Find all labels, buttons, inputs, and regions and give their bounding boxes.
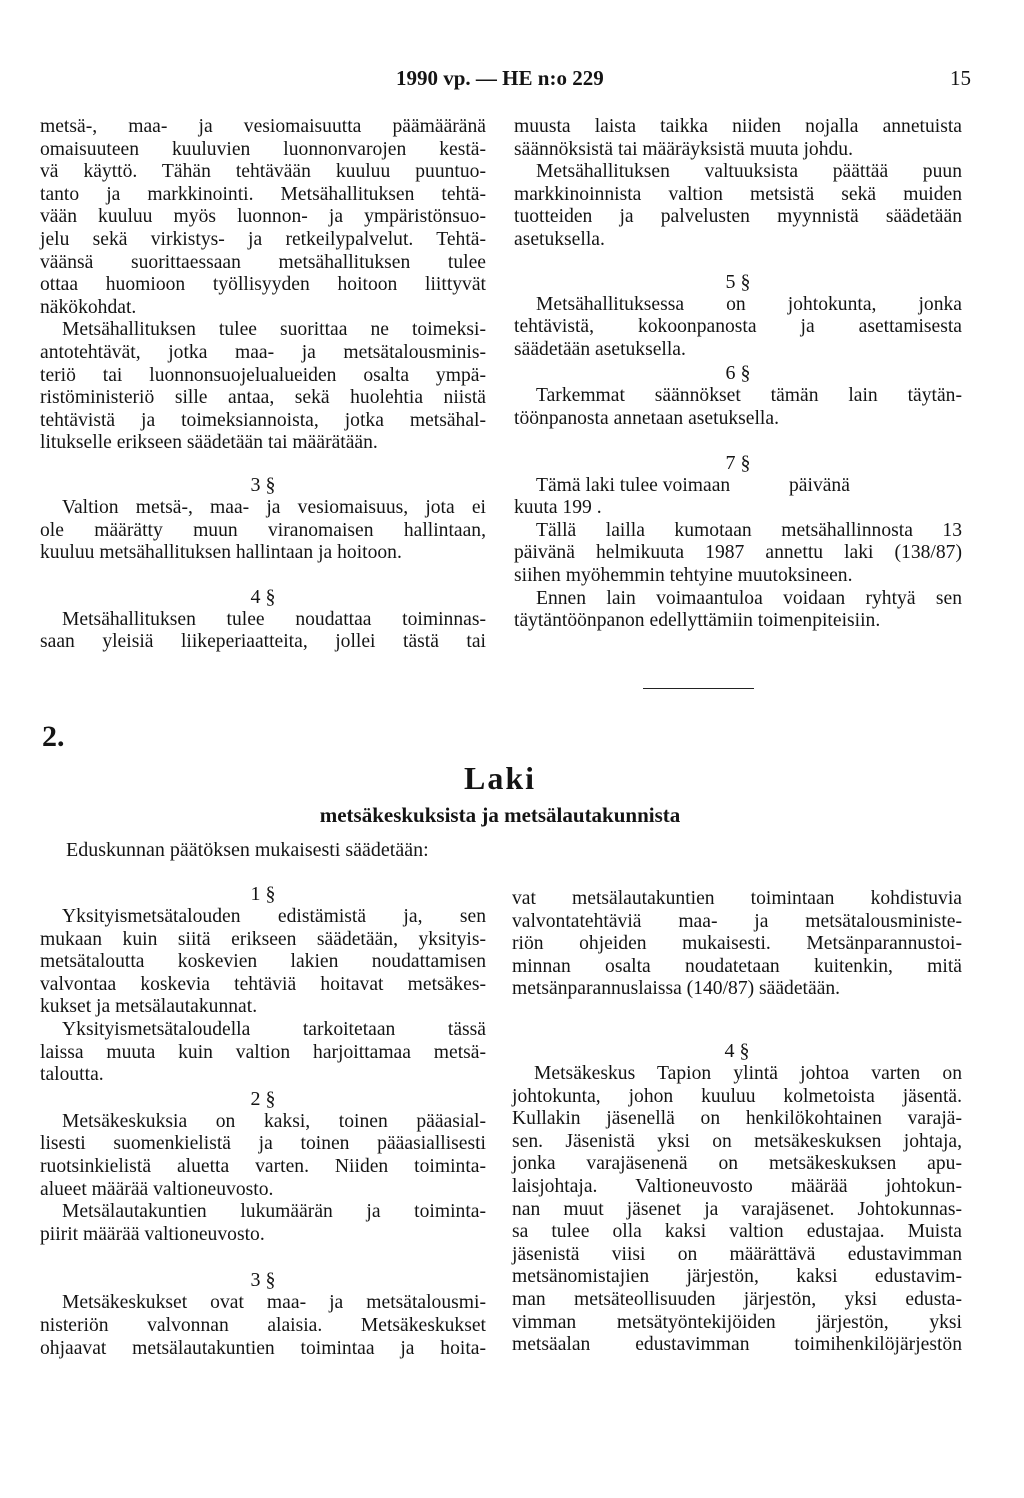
section-heading-1: 1 §: [250, 883, 276, 905]
text-line: Metsähallituksen tulee noudattaa toiminnas-: [62, 608, 486, 630]
text-line: kukset ja metsälautakunnat.: [40, 996, 258, 1018]
section-heading-3b: 3 §: [250, 1269, 276, 1292]
text-line: johtokunta, johon kuuluu kolmetoista jäsentä.: [512, 1085, 962, 1107]
text-line: töönpanosta annetaan asetuksella.: [514, 407, 779, 429]
text-line: vään kuuluu myös luonnon- ja ympäristönsuo-: [40, 206, 486, 228]
text-line: Tarkemmat säännökset tämän lain täytän-: [536, 385, 962, 407]
paragraph: [512, 888, 962, 1001]
text-line: tuotteiden ja palvelusten myynnistä säädetään: [514, 206, 962, 228]
enactment-clause: Eduskunnan päätöksen mukaisesti säädetään:: [66, 839, 429, 861]
text-line: metsänparannuslaissa (140/87) säädetään.: [512, 978, 841, 1000]
paragraph: [40, 906, 486, 1019]
text-line: taloutta.: [40, 1064, 104, 1086]
page-number: 15: [950, 66, 971, 90]
text-line: metsä-, maa- ja vesiomaisuutta päämääränä: [40, 116, 486, 137]
text-line: saan yleisiä liikeperiaatteita, jollei tästä tai: [40, 631, 486, 653]
text-line: vä käyttö. Tähän tehtävään kuuluu puuntuo-: [40, 161, 486, 183]
text-line: minnan osalta noudatetaan kuitenkin, mitä: [512, 955, 962, 977]
text-line: Yksityismetsätaloudella tarkoitetaan tässä: [62, 1018, 486, 1040]
text-line: Metsälautakuntien lukumäärän ja toiminta-: [62, 1201, 486, 1223]
paragraph: [514, 294, 962, 362]
text-line: ruotsinkielistä aluetta varten. Niiden toiminta-: [40, 1155, 486, 1177]
text-line: muusta laista taikka niiden nojalla annetuista: [514, 116, 962, 137]
text-line: kuuta 199 .: [514, 497, 602, 519]
section-heading-4b: 4 §: [724, 1039, 750, 1062]
paragraph: [40, 1292, 486, 1360]
section-divider: [643, 688, 754, 689]
paragraph: [40, 1111, 486, 1201]
text-line: Metsäkeskuksia on kaksi, toinen pääasial-: [62, 1110, 486, 1132]
text-line: ohjaavat metsälautakuntien toimintaa ja hoita-: [40, 1337, 486, 1359]
text-line: tehtävistä ja toimeksiannoista, jotka metsähal-: [40, 409, 486, 431]
text-line: jonka varajäsenenä on metsäkeskuksen apu-: [512, 1153, 962, 1175]
text-line: litukselle erikseen säädetään tai määrätään.: [40, 432, 378, 454]
text-line: säädetään asetuksella.: [514, 338, 686, 360]
paragraph: [514, 161, 962, 251]
paragraph: [514, 475, 962, 520]
text-line: sen. Jäsenistä yksi on metsäkeskuksen johtaja,: [512, 1130, 962, 1152]
section-heading-2: 2 §: [250, 1087, 276, 1110]
text-line: antotehtävät, jotka maa- ja metsätalousminis-: [40, 341, 486, 363]
text-line: alueet määrää valtioneuvosto.: [40, 1178, 274, 1200]
text-line: teriö tai luonnonsuojelualueiden osalta ympä-: [40, 364, 486, 386]
text-line: tehtävistä, kokoonpanosta ja asettamisesta: [514, 316, 962, 338]
text-line: mukaan kuin siitä erikseen säädetään, yksityis-: [40, 928, 486, 950]
text-line: kuuluu metsähallituksen hallintaan ja hoitoon.: [40, 542, 402, 564]
text-line: riön ohjeiden mukaisesti. Metsänparannustoi-: [512, 933, 962, 955]
text-line: jäsenistä viisi on määrättävä edustavimman: [512, 1243, 962, 1265]
text-line: laisjohtaja. Valtioneuvosto määrää johtokun-: [512, 1175, 962, 1197]
text-line: siihen myöhemmin tehtyine muutoksineen.: [514, 564, 853, 586]
text-line: Kullakin jäsenellä on henkilökohtainen varajä-: [512, 1108, 962, 1130]
text-line: metsäalan edustavimman toimihenkilöjärjestön: [512, 1334, 962, 1356]
law-title: Laki: [463, 760, 537, 796]
text-line: nisteriön valvonnan alaisia. Metsäkeskukset: [40, 1314, 486, 1336]
section-heading-5: 5 §: [725, 270, 751, 293]
text-line: valvontaa koskevia tehtäviä hoitavat metsäkes-: [40, 973, 486, 995]
text-line: ole määrätty muun viranomaisen hallintaan,: [40, 519, 486, 541]
text-line: markkinoinnista valtion metsistä sekä muiden: [514, 183, 962, 205]
text-line: nan muut jäsenet ja varajäsenet. Johtokunnas-: [512, 1198, 962, 1220]
section-heading-3: 3 §: [250, 473, 276, 496]
text-line: Metsähallituksen tulee suorittaa ne toimeksi-: [62, 319, 486, 341]
text-line: Metsähallituksen valtuuksista päättää puun: [536, 161, 962, 183]
text-line: metsänomistajien järjestön, kaksi edustavim-: [512, 1266, 962, 1288]
text-line: sa tulee olla kaksi valtion edustajaa. Muista: [512, 1221, 962, 1243]
paragraph: [40, 319, 486, 455]
paragraph: [514, 520, 962, 588]
section-heading-7: 7 §: [725, 451, 751, 474]
section-heading-4: 4 §: [250, 585, 276, 608]
text-line: Valtion metsä-, maa- ja vesiomaisuus, jota ei: [62, 496, 486, 518]
text-line: Ennen lain voimaantuloa voidaan ryhtyä sen: [536, 587, 962, 609]
text-line: Tämä laki tulee voimaan päivänä: [536, 474, 850, 496]
header-title: 1990 vp. — HE n:o 229: [396, 66, 604, 90]
bottom-left-column: [40, 882, 486, 1360]
text-line: jelu sekä virkistys- ja retkeilypalvelut. Tehtä-: [40, 228, 486, 250]
text-line: piirit määrää valtioneuvosto.: [40, 1223, 265, 1245]
section-heading-6: 6 §: [725, 362, 751, 385]
text-line: täytäntöönpanon edellyttämiin toimenpiteisiin.: [514, 610, 881, 632]
paragraph: [40, 497, 486, 565]
text-line: Tällä lailla kumotaan metsähallinnosta 13: [536, 519, 962, 541]
top-left-column: [40, 116, 486, 654]
paragraph: [40, 116, 486, 319]
text-line: Metsähallituksessa on johtokunta, jonka: [536, 293, 962, 315]
text-line: asetuksella.: [514, 228, 605, 250]
text-line: ottaa huomioon työllisyyden hoitoon liittyvät: [40, 274, 486, 296]
paragraph: [514, 116, 962, 161]
top-right-column: [514, 116, 962, 633]
text-line: väänsä suorittaessaan metsähallituksen tulee: [40, 251, 486, 273]
text-line: omaisuuteen kuuluvien luonnonvarojen kestä-: [40, 138, 486, 160]
text-line: lisesti suomenkielistä ja toinen pääasiallisesti: [40, 1133, 486, 1155]
text-line: man metsäteollisuuden järjestön, yksi edusta-: [512, 1288, 962, 1310]
paragraph: [40, 609, 486, 654]
paragraph: [514, 385, 962, 430]
paragraph: [512, 1063, 962, 1357]
text-line: Metsäkeskukset ovat maa- ja metsätalousmi-: [62, 1292, 486, 1314]
paragraph: [40, 1019, 486, 1087]
paragraph: [514, 588, 962, 633]
page-header: [0, 66, 1024, 96]
text-line: vimman metsätyöntekijöiden järjestön, yksi: [512, 1311, 962, 1333]
text-line: laissa muuta kuin valtion harjoittamaa metsä-: [40, 1041, 486, 1063]
law-number: 2.: [42, 720, 65, 753]
text-line: Yksityismetsätalouden edistämistä ja, sen: [62, 906, 486, 927]
text-line: ristöministeriö sille antaa, sekä huolehtia niistä: [40, 387, 486, 409]
text-line: näkökohdat.: [40, 296, 137, 318]
text-line: valvontatehtäviä maa- ja metsätalousministe-: [512, 910, 962, 932]
law-subtitle: metsäkeskuksista ja metsälautakunnista: [319, 803, 681, 827]
text-line: metsätaloutta koskevien lakien noudattamisen: [40, 951, 486, 973]
text-line: tanto ja markkinointi. Metsähallituksen tehtä-: [40, 183, 486, 205]
paragraph: [40, 1201, 486, 1246]
bottom-right-column: [512, 888, 962, 1357]
text-line: päivänä helmikuuta 1987 annettu laki (138/87): [514, 542, 962, 564]
text-line: Metsäkeskus Tapion ylintä johtoa varten on: [534, 1062, 962, 1084]
text-line: vat metsälautakuntien toimintaan kohdistuvia: [512, 888, 962, 909]
text-line: säännöksistä tai määräyksistä muuta johdu.: [514, 138, 854, 160]
